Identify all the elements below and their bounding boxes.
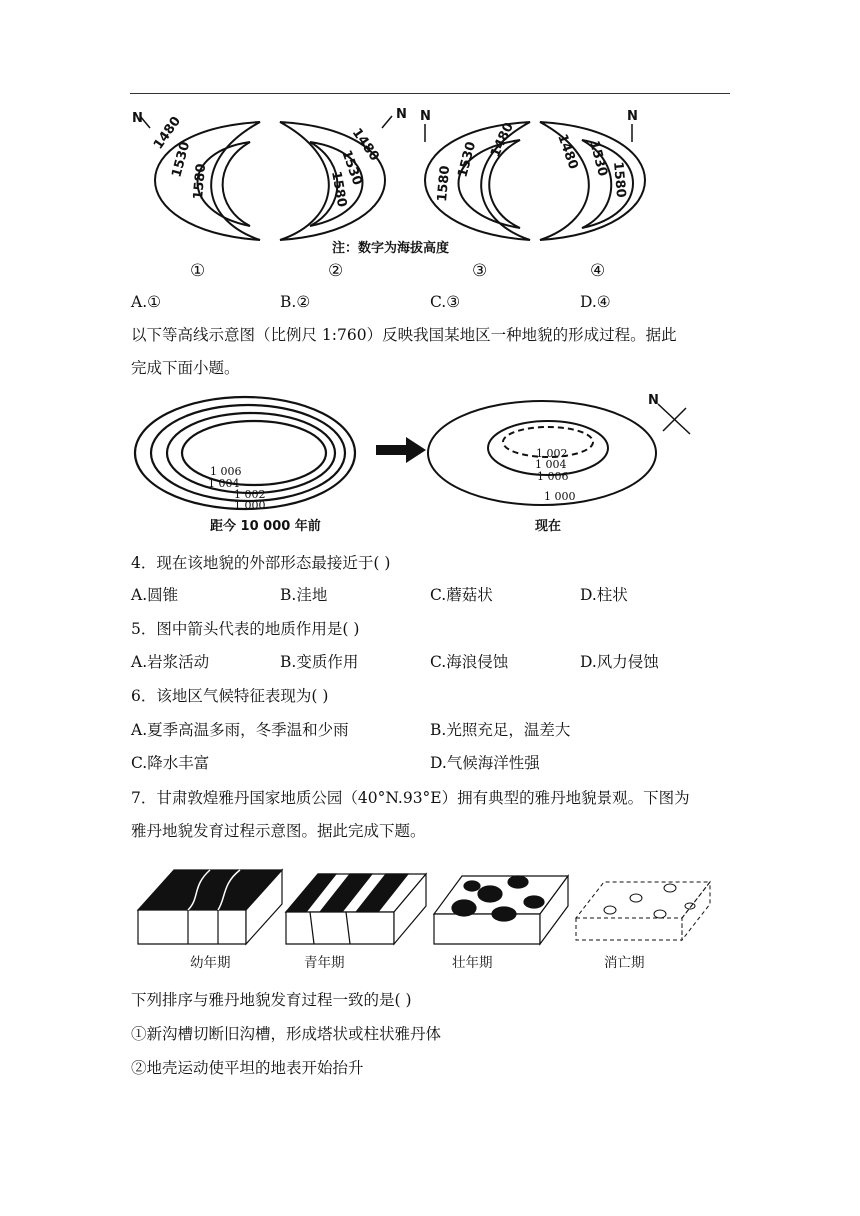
contour-label: 1530 — [455, 140, 480, 180]
q6-option-b[interactable]: B.光照充足，温差大 — [430, 721, 571, 739]
q3-option-d[interactable]: D.④ — [580, 293, 611, 311]
north-arrow-icon-2 — [382, 116, 392, 128]
stage-label-youth: 幼年期 — [190, 955, 231, 971]
contour-label: 1580 — [610, 161, 629, 199]
north-label: N — [420, 109, 431, 124]
north-label: N — [132, 111, 143, 126]
contour-label: 1 000 — [544, 490, 576, 503]
contour-label: 1530 — [586, 139, 610, 178]
q4-option-d[interactable]: D.柱状 — [580, 586, 628, 604]
figure-note: 注：数字为海拔高度 — [332, 241, 450, 256]
q7-item-1: ①新沟槽切断旧沟槽，形成塔状或柱状雅丹体 — [131, 1025, 442, 1043]
contour-label: 1580 — [191, 162, 210, 201]
q5-stem: 5．图中箭头代表的地质作用是( ) — [131, 620, 360, 638]
landform-contour-figure — [130, 388, 720, 540]
header-rule — [130, 93, 730, 94]
q5-option-c[interactable]: C.海浪侵蚀 — [430, 653, 509, 671]
block-youth — [138, 870, 282, 944]
block-extinct — [576, 882, 710, 940]
north-label: N — [648, 393, 659, 408]
q4-option-a[interactable]: A.圆锥 — [131, 586, 179, 604]
q6-option-a[interactable]: A.夏季高温多雨，冬季温和少雨 — [131, 721, 349, 739]
q5-option-b[interactable]: B.变质作用 — [280, 653, 359, 671]
north-label: N — [396, 107, 407, 122]
contour-label: 1 002 — [234, 488, 266, 501]
yardang-stages-figure — [130, 858, 720, 950]
panel-number: ② — [328, 261, 344, 281]
q4-stem: 4．现在该地貌的外部形态最接近于( ) — [131, 554, 391, 572]
q4-option-b[interactable]: B.洼地 — [280, 586, 328, 604]
q7-line-1: 7．甘肃敦煌雅丹国家地质公园（40°N.93°E）拥有典型的雅丹地貌景观。下图为 — [131, 789, 690, 807]
contour-label: 1580 — [328, 170, 350, 209]
contour-label: 1580 — [435, 164, 454, 203]
q3-option-a[interactable]: A.① — [131, 293, 162, 311]
contour-label: 1480 — [150, 114, 185, 153]
intro-line-1: 以下等高线示意图（比例尺 1:760）反映我国某地区一种地貌的形成过程。据此 — [131, 326, 677, 344]
block-mature — [434, 876, 568, 944]
stage-label-extinct: 消亡期 — [604, 955, 645, 971]
q7-prompt: 下列排序与雅丹地貌发育过程一致的是( ) — [131, 991, 412, 1009]
q4-option-c[interactable]: C.蘑菇状 — [430, 586, 493, 604]
q5-option-a[interactable]: A.岩浆活动 — [131, 653, 210, 671]
contour-label: 1 004 — [535, 458, 567, 471]
block-young — [286, 874, 426, 944]
contour-label: 1 000 — [234, 499, 266, 512]
contour-label: 1 004 — [208, 477, 240, 490]
q3-option-c[interactable]: C.③ — [430, 293, 461, 311]
contour-label: 1 006 — [537, 470, 569, 483]
q7-line-2: 雅丹地貌发育过程示意图。据此完成下题。 — [131, 822, 426, 840]
q3-option-b[interactable]: B.② — [280, 293, 311, 311]
intro-line-2: 完成下面小题。 — [131, 359, 240, 377]
arrow-icon — [376, 437, 426, 463]
panel-number: ③ — [472, 261, 488, 281]
q7-item-2: ②地壳运动使平坦的地表开始抬升 — [131, 1059, 364, 1077]
contour-label: 1480 — [488, 120, 517, 160]
panel-number: ④ — [590, 261, 606, 281]
contour-label: 1530 — [169, 140, 194, 180]
right-caption: 现在 — [535, 519, 562, 534]
stage-label-young: 青年期 — [304, 955, 345, 971]
panel-number: ① — [190, 261, 206, 281]
contour-label: 1480 — [348, 125, 382, 164]
q5-option-d[interactable]: D.风力侵蚀 — [580, 653, 659, 671]
left-caption: 距今 10 000 年前 — [210, 519, 321, 534]
contour-label: 1 002 — [536, 447, 568, 460]
stage-label-mature: 壮年期 — [452, 955, 493, 971]
contour-label: 1530 — [338, 148, 365, 188]
contour-label: 1 006 — [210, 465, 242, 478]
q6-stem: 6．该地区气候特征表现为( ) — [131, 687, 329, 705]
crescent-contour-figure — [120, 100, 740, 285]
q6-option-d[interactable]: D.气候海洋性强 — [430, 754, 540, 772]
north-label: N — [627, 109, 638, 124]
q6-option-c[interactable]: C.降水丰富 — [131, 754, 210, 772]
north-arrow-icon — [658, 404, 690, 434]
contour-label: 1480 — [554, 132, 581, 172]
